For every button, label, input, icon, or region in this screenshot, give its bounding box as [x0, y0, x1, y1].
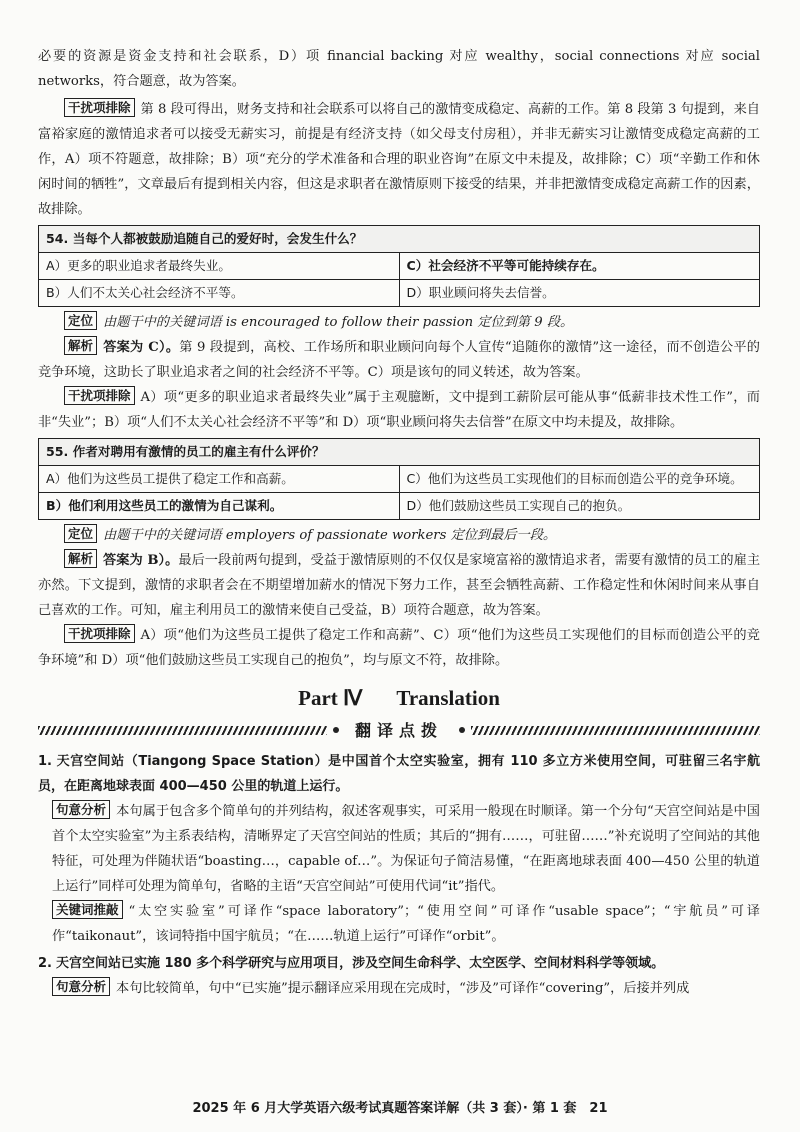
q55-option-b: B）他们利用这些员工的激情为自己谋利。 [39, 493, 400, 520]
t2-sentence [38, 951, 760, 976]
t1-sentence [38, 749, 760, 799]
locate-tag: 定位 [64, 311, 97, 330]
t2-text: 天宫空间站已实施 180 多个科学研究与应用项目，涉及空间生命科学、太空医学、空间材料科学等领域。 [55, 956, 665, 971]
analysis-tag: 句意分析 [52, 977, 110, 996]
interference-tag: 干扰项排除 [64, 386, 135, 405]
keyword-tag: 关键词推敲 [52, 900, 123, 919]
q54-option-b: B）人们不太关心社会经济不平等。 [39, 280, 400, 307]
q55-locate-text: 由题干中的关键词语 employers of passionate workers 定位到最后一段。 [103, 528, 557, 543]
t1-analysis [38, 799, 760, 899]
page-footer: 2025 年 6 月大学英语六级考试真题答案详解（共 3 套）· 第 1 套 21 [192, 1101, 608, 1116]
q54-table [38, 225, 760, 307]
hatch-decoration-right [471, 726, 760, 735]
q55-interference [38, 623, 760, 673]
interference-tag: 干扰项排除 [64, 98, 135, 117]
t1-keyword-text: “太空实验室”可译作“space laboratory”；“使用空间”可译作“usable space”；“宇航员”可译作“taikonaut”，该词特指中国宇航员；“在……轨道上运行”可译作“orbit”。 [52, 904, 760, 944]
q54-option-c: C）社会经济不平等可能持续存在。 [399, 253, 760, 280]
q54-interference [38, 385, 760, 435]
q54-analysis [38, 335, 760, 385]
t1-analysis-text: 本句属于包含多个简单句的并列结构，叙述客观事实，可采用一般现在时顺译。第一个分句“天宫空间站是中国首个太空实验室”为主系表结构，清晰界定了天宫空间站的性质；其后的“拥有……，可驻留……”补充说明了空间站的其他特征，可处理为伴随状语“boasting…，capable of…”。为保证句子简洁易懂，“在距离地球表面 400—450 公里的轨道上运行”同样可处理为简单句，省略的主语“天宫空间站”可使用代词“it”指代。 [52, 804, 760, 894]
t2-number: 2. [38, 956, 52, 971]
q55-table [38, 438, 760, 520]
hatch-decoration-left [38, 726, 327, 735]
q55-question: 55. 作者对聘用有激情的员工的雇主有什么评价？ [39, 439, 760, 466]
part-number: Part Ⅳ [298, 686, 363, 710]
part-title [38, 683, 760, 713]
q53-interference-text: 第 8 段可得出，财务支持和社会联系可以将自己的激情变成稳定、高薪的工作。第 8 段第 3 句提到，来自富裕家庭的激情追求者可以接受无薪实习，前提是有经济支持（如父母支付房租），并非无薪实习让激情变成稳定高薪的工作，A）项不符题意，故排除；B）项“充分的学术准备和合理的职业咨询”在原文中未提及，故排除；C）项“辛勤工作和休闲时间的牺牲”，文章最后有提到相关内容，但这是求职者在激情原则下接受的结果，并非把激情变成稳定高薪工作的因素，故排除。 [38, 102, 760, 217]
t2-analysis [38, 976, 760, 1001]
q54-option-a: A）更多的职业追求者最终失业。 [39, 253, 400, 280]
locate-tag: 定位 [64, 524, 97, 543]
banner-title: 翻译点拨 [355, 720, 444, 740]
bullet-dot-icon [459, 727, 465, 733]
bullet-dot-icon [333, 727, 339, 733]
q54-answer: 答案为 C）。 [103, 340, 180, 355]
continuation-text: 必要的资源是资金支持和社会联系，D）项 financial backing 对应 wealthy，social connections 对应 social networks，符合题意，故为答案。 [38, 49, 760, 89]
q55-analysis-text: 最后一段前两句提到，受益于激情原则的不仅仅是家境富裕的激情追求者，需要有激情的员工的雇主亦然。下文提到，激情的求职者会在不期望增加薪水的情况下努力工作，甚至会牺牲高薪、工作稳定性和休闲时间来从事自己喜欢的工作。可知，雇主利用员工的激情来使自己受益，B）项符合题意，故为答案。 [38, 553, 761, 618]
section-banner [38, 717, 760, 743]
analysis-tag: 解析 [64, 549, 97, 568]
t1-number: 1. [38, 754, 52, 769]
q55-analysis [38, 548, 760, 623]
part-name: Translation [396, 686, 500, 710]
t2-analysis-text: 本句比较简单，句中“已实施”提示翻译应采用现在完成时，“涉及”可译作“covering”，后接并列成 [116, 981, 690, 996]
q54-analysis-text: 第 9 段提到，高校、工作场所和职业顾问向每个人宣传“追随你的激情”这一途径，而不创造公平的竞争环境，这助长了职业追求者之间的社会经济不平等。C）项是该句的同义转述，故为答案。 [38, 340, 760, 380]
t1-text: 天宫空间站（Tiangong Space Station）是中国首个太空实验室，拥有 110 多立方米使用空间，可驻留三名宇航员，在距离地球表面 400—450 公里的轨道上运行。 [38, 754, 760, 794]
q54-locate [38, 310, 760, 335]
q54-interference-text: A）项“更多的职业追求者最终失业”属于主观臆断，文中提到工薪阶层可能从事“低薪非技术性工作”，而非“失业”；B）项“人们不太关心社会经济不平等”和 D）项“职业顾问将失去信誉”在原文中均未提及，故排除。 [38, 390, 760, 430]
q55-option-c: C）他们为这些员工实现他们的目标而创造公平的竞争环境。 [399, 466, 760, 493]
q55-option-d: D）他们鼓励这些员工实现自己的抱负。 [399, 493, 760, 520]
q55-answer: 答案为 B）。 [103, 553, 179, 568]
q55-locate [38, 523, 760, 548]
q54-option-d: D）职业顾问将失去信誉。 [399, 280, 760, 307]
q54-question: 54. 当每个人都被鼓励追随自己的爱好时，会发生什么？ [39, 226, 760, 253]
t1-keywords [38, 899, 760, 949]
interference-tag: 干扰项排除 [64, 624, 135, 643]
q55-option-a: A）他们为这些员工提供了稳定工作和高薪。 [39, 466, 400, 493]
q55-interference-text: A）项“他们为这些员工提供了稳定工作和高薪”、C）项“他们为这些员工实现他们的目标而创造公平的竞争环境”和 D）项“他们鼓励这些员工实现自己的抱负”，均与原文不符，故排除。 [38, 628, 760, 668]
q54-locate-text: 由题干中的关键词语 is encouraged to follow their passion 定位到第 9 段。 [103, 315, 574, 330]
q53-interference [38, 97, 760, 222]
analysis-tag: 解析 [64, 336, 97, 355]
analysis-tag: 句意分析 [52, 800, 110, 819]
